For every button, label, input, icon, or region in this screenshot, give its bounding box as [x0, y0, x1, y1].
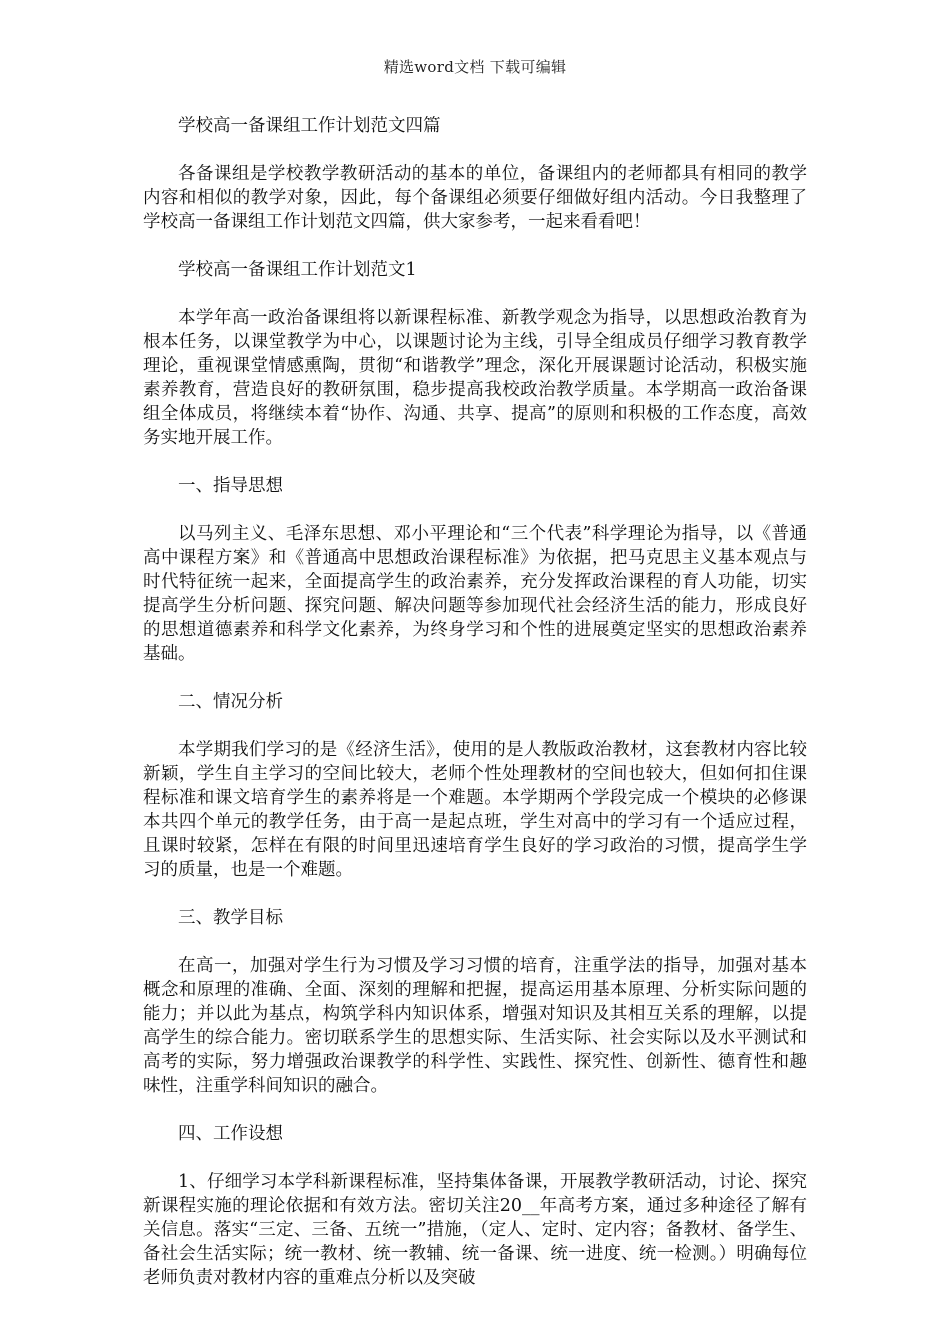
section-body-situation-analysis: 本学期我们学习的是《经济生活》，使用的是人教版政治教材，这套教材内容比较新颖，学生自主学习的空间比较大，老师个性处理教材的空间也较大，但如何扣住课程标准和课文培育学生的素养将是一个难题。本学期两个学段完成一个模块的必修课本共四个单元的教学任务，由于高一是起点班，学生对高中的学习有一个适应过程，且课时较紧，怎样在有限的时间里迅速培育学生良好的学习政治的习惯，提高学生学习的质量，也是一个难题。: [143, 740, 807, 880]
section-heading-situation-analysis: 二、情况分析: [178, 692, 283, 712]
subtitle: 学校高一备课组工作计划范文1: [178, 260, 417, 280]
intro-paragraph: 各备课组是学校教学教研活动的基本的单位，备课组内的老师都具有相同的教学内容和相似的教学对象，因此，每个备课组必须要仔细做好组内活动。今日我整理了学校高一备课组工作计划范文四篇，供大家参考，一起来看看吧！: [143, 164, 807, 232]
document-title: 学校高一备课组工作计划范文四篇: [178, 116, 441, 136]
overview-paragraph: 本学年高一政治备课组将以新课程标准、新教学观念为指导，以思想政治教育为根本任务，以课堂教学为中心，以课题讨论为主线，引导全组成员仔细学习教育教学理论，重视课堂情感熏陶，贯彻“和谐教学”理念，深化开展课题讨论活动，积极实施素养教育，营造良好的教研氛围，稳步提高我校政治教学质量。本学期高一政治备课组全体成员，将继续本着“协作、沟通、共享、提高”的原则和积极的工作态度，高效务实地开展工作。: [143, 308, 807, 448]
section-heading-guiding-ideology: 一、指导思想: [178, 476, 283, 496]
section-heading-teaching-goals: 三、教学目标: [178, 908, 283, 928]
section-body-teaching-goals: 在高一，加强对学生行为习惯及学习习惯的培育，注重学法的指导，加强对基本概念和原理的准确、全面、深刻的理解和把握，提高运用基本原理、分析实际问题的能力；并以此为基点，构筑学科内知识体系，增强对知识及其相互关系的理解，以提高学生的综合能力。密切联系学生的思想实际、生活实际、社会实际以及水平测试和高考的实际，努力增强政治课教学的科学性、实践性、探究性、创新性、德育性和趣味性，注重学科间知识的融合。: [143, 956, 807, 1096]
section-body-work-plan: 1、仔细学习本学科新课程标准，坚持集体备课，开展教学教研活动，讨论、探究新课程实施的理论依据和有效方法。密切关注20__年高考方案，通过多种途径了解有关信息。落实“三定、三备、五统一”措施，（定人、定时、定内容；备教材、备学生、备社会生活实际；统一教材、统一教辅、统一备课、统一进度、统一检测。）明确每位老师负责对教材内容的重难点分析以及突破: [143, 1172, 807, 1288]
section-heading-work-plan: 四、工作设想: [178, 1124, 283, 1144]
page-header: 精选word文档 下载可编辑: [383, 58, 567, 76]
section-body-guiding-ideology: 以马列主义、毛泽东思想、邓小平理论和“三个代表”科学理论为指导，以《普通高中课程方案》和《普通高中思想政治课程标准》为依据，把马克思主义基本观点与时代特征统一起来，全面提高学生的政治素养，充分发挥政治课程的育人功能，切实提高学生分析问题、探究问题、解决问题等参加现代社会经济生活的能力，形成良好的思想道德素养和科学文化素养，为终身学习和个性的进展奠定坚实的思想政治素养基础。: [143, 524, 807, 664]
document-body: [143, 114, 807, 1290]
